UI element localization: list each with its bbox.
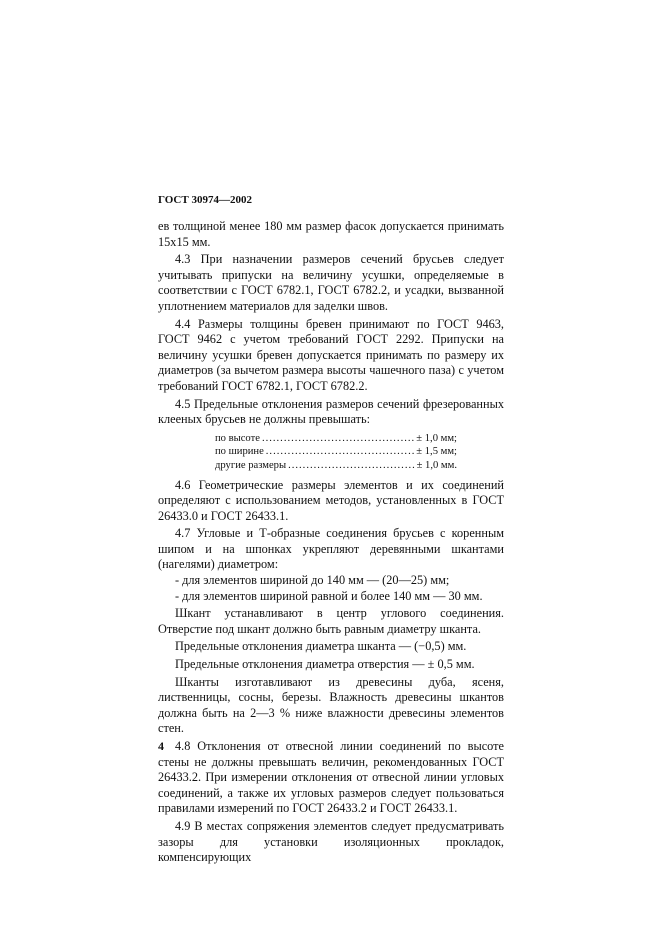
deviation-row-height (215, 432, 457, 446)
paragraph-dowel-material: Шканты изготавливают из древесины дуба, ясеня, лиственницы, сосны, березы. Влажность древесины шкантов должна быть на 2—3 % ниже влажности древесины элементов стен. (158, 674, 504, 736)
paragraph-4-7: 4.7 Угловые и Т-образные соединения брусьев с коренным шипом и на шпонках укрепляют деревянными шкантами (нагелями) диаметром: (158, 526, 504, 572)
deviation-label: по высоте (215, 432, 260, 444)
paragraph-4-6: 4.6 Геометрические размеры элементов и их соединений определяют с использованием методов, установленных в ГОСТ 26433.0 и ГОСТ 26433.1. (158, 477, 504, 523)
deviation-row-width (215, 445, 457, 459)
paragraph-4-3: 4.3 При назначении размеров сечений брусьев следует учитывать припуски на величину усушки, определяемые в соответствии с ГОСТ 6782.1, ГОСТ 6782.2, и усадки, вызванной уплотнением материалов для заделки швов. (158, 252, 504, 313)
dot-leader (266, 445, 415, 459)
paragraph-dowel-placement: Шкант устанавливают в центр углового соединения. Отверстие под шкант должно быть равным диаметру шканта. (158, 606, 504, 636)
paragraph-hole-tolerance: Предельные отклонения диаметра отверстия — ± 0,5 мм. (175, 657, 475, 672)
deviation-value: ± 1,0 мм. (416, 459, 457, 471)
deviation-label: по ширине (215, 446, 264, 458)
paragraph-dowel-tolerance: Предельные отклонения диаметра шканта — (−0,5) мм. (175, 639, 467, 654)
paragraph-4-5: 4.5 Предельные отклонения размеров сечений фрезерованных клееных брусьев не должны превышать: (158, 396, 504, 427)
deviation-row-other (215, 459, 457, 473)
dot-leader (262, 432, 414, 446)
paragraph-4-8: 4.8 Отклонения от отвесной линии соединений по высоте стены не должны превышать величин, рекомендованных ГОСТ 26433.2. При измерении отклонения от отвесной линии угловых соединений, а также их угловых размеров следует пользоваться правилами измерений по ГОСТ 26433.2 и ГОСТ 26433.1. (158, 739, 504, 816)
document-body (158, 219, 504, 866)
document-header: ГОСТ 30974—2002 (158, 194, 252, 206)
deviation-label: другие размеры (215, 459, 287, 471)
page-number: 4 (158, 739, 164, 753)
deviation-value: ± 1,0 мм; (416, 432, 457, 444)
list-item-dowel-large: - для элементов шириной равной и более 140 мм — 30 мм. (175, 588, 483, 603)
list-item-dowel-small: - для элементов шириной до 140 мм — (20—25) мм; (175, 573, 450, 588)
paragraph-4-9: 4.9 В местах сопряжения элементов следует предусматривать зазоры для установки изоляционных прокладок, компенсирующих (158, 818, 504, 865)
deviation-value: ± 1,5 мм; (416, 446, 457, 458)
paragraph-continuation: ев толщиной менее 180 мм размер фасок допускается принимать 15х15 мм. (158, 219, 504, 249)
paragraph-4-4: 4.4 Размеры толщины бревен принимают по ГОСТ 9463, ГОСТ 9462 с учетом требований ГОСТ 2292. Припуски на величину усушки бревен допускается принимать по размеру их диаметров (за вычетом размера высоты чашечного паза) с учетом требований ГОСТ 6782.1, ГОСТ 6782.2. (158, 316, 504, 393)
dot-leader (288, 459, 415, 473)
deviation-list (215, 432, 457, 473)
